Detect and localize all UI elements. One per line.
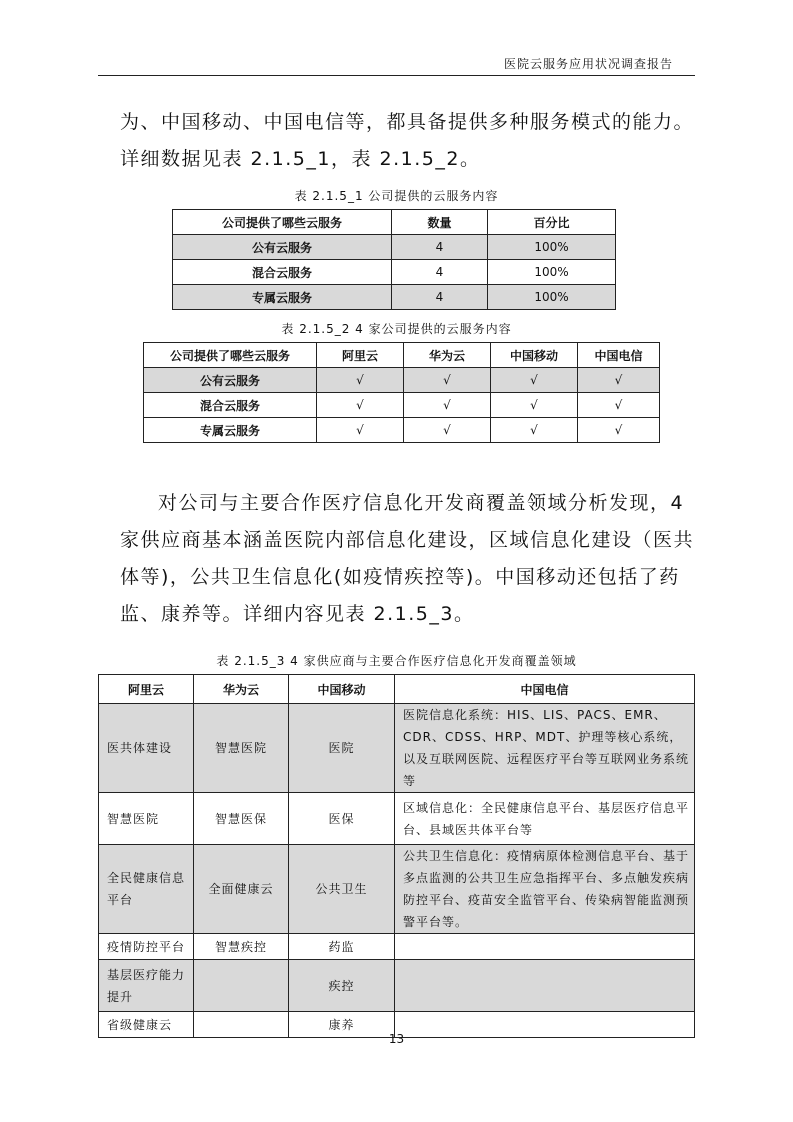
col-header: 公司提供了哪些云服务: [144, 343, 317, 368]
table1-caption: 表 2.1.5_1 公司提供的云服务内容: [294, 189, 499, 203]
check-cell: √: [491, 368, 578, 393]
col-header: 阿里云: [317, 343, 404, 368]
table-cell: 医共体建设: [99, 704, 194, 793]
check-cell: √: [317, 393, 404, 418]
table-header-row: [99, 675, 695, 704]
table-cell: 基层医疗能力提升: [99, 960, 194, 1012]
col-header: 中国电信: [578, 343, 660, 368]
table-cell: 医院信息化系统：HIS、LIS、PACS、EMR、CDR、CDSS、HRP、MDT、护理等核心系统，以及互联网医院、远程医疗平台等互联网业务系统等: [395, 704, 695, 793]
table-cell: 省级健康云: [99, 1012, 194, 1038]
check-cell: √: [317, 418, 404, 443]
table-row: [99, 704, 695, 793]
table-cell: 4: [392, 260, 488, 285]
table-cell: 专属云服务: [144, 418, 317, 443]
paragraph-intro: 为、中国移动、中国电信等，都具备提供多种服务模式的能力。详细数据见表 2.1.5_1，表 2.1.5_2。: [120, 111, 695, 170]
table-cell: 4: [392, 235, 488, 260]
table-cell: [395, 934, 695, 960]
table-vendor-services: [143, 342, 660, 443]
header-rule: [98, 75, 695, 76]
check-cell: √: [491, 393, 578, 418]
table-cell: 智慧医保: [194, 793, 289, 845]
table-row: [99, 934, 695, 960]
table-cell: [395, 960, 695, 1012]
table-header-row: [173, 210, 616, 235]
table-cell: 智慧医院: [99, 793, 194, 845]
table-row: [144, 393, 660, 418]
col-header: 阿里云: [99, 675, 194, 704]
table-cell: 公共卫生: [289, 845, 395, 934]
table-cell: 全面健康云: [194, 845, 289, 934]
paragraph-analysis: 对公司与主要合作医疗信息化开发商覆盖领域分析发现，4家供应商基本涵盖医院内部信息化建设，区域信息化建设（医共体等)，公共卫生信息化(如疫情疾控等)。中国移动还包括了药监、康养等。详细内容见表 2.1.5_3。: [120, 492, 695, 625]
table-cell: [194, 960, 289, 1012]
running-header: 医院云服务应用状况调查报告: [503, 57, 673, 71]
table-cell: 公共卫生信息化：疫情病原体检测信息平台、基于多点监测的公共卫生应急指挥平台、多点触发疾病防控平台、疫苗安全监管平台、传染病智能监测预警平台等。: [395, 845, 695, 934]
table-cell: 智慧医院: [194, 704, 289, 793]
table-cell: 疫情防控平台: [99, 934, 194, 960]
table-row: [144, 418, 660, 443]
table-cell: 混合云服务: [144, 393, 317, 418]
check-cell: √: [491, 418, 578, 443]
page-number: 13: [388, 1032, 405, 1046]
table3-caption: 表 2.1.5_3 4 家供应商与主要合作医疗信息化开发商覆盖领域: [216, 654, 577, 668]
table-row: [144, 368, 660, 393]
table-cell: 公有云服务: [144, 368, 317, 393]
table-cell: 全民健康信息平台: [99, 845, 194, 934]
table-cell: 100%: [488, 285, 616, 310]
table-cell: 康养: [289, 1012, 395, 1038]
table-cell: 混合云服务: [173, 260, 392, 285]
table-cell: 4: [392, 285, 488, 310]
table-cell: 医院: [289, 704, 395, 793]
check-cell: √: [404, 368, 491, 393]
table-cell: 疾控: [289, 960, 395, 1012]
table-row: [99, 960, 695, 1012]
table-row: [173, 260, 616, 285]
check-cell: √: [404, 393, 491, 418]
table2-caption: 表 2.1.5_2 4 家公司提供的云服务内容: [281, 322, 512, 336]
col-header: 中国移动: [289, 675, 395, 704]
table-cell: 区域信息化：全民健康信息平台、基层医疗信息平台、县域医共体平台等: [395, 793, 695, 845]
table-row: [99, 845, 695, 934]
col-header: 中国移动: [491, 343, 578, 368]
table-cell: 药监: [289, 934, 395, 960]
table-row: [173, 235, 616, 260]
check-cell: √: [317, 368, 404, 393]
check-cell: √: [578, 418, 660, 443]
col-header: 公司提供了哪些云服务: [173, 210, 392, 235]
table-cell: 公有云服务: [173, 235, 392, 260]
col-header: 华为云: [194, 675, 289, 704]
col-header: 中国电信: [395, 675, 695, 704]
table-cell: 100%: [488, 235, 616, 260]
table-cell: 100%: [488, 260, 616, 285]
col-header: 数量: [392, 210, 488, 235]
check-cell: √: [404, 418, 491, 443]
table-cell: 智慧疾控: [194, 934, 289, 960]
table-cell: 医保: [289, 793, 395, 845]
table-cell: 专属云服务: [173, 285, 392, 310]
table-row: [173, 285, 616, 310]
col-header: 华为云: [404, 343, 491, 368]
check-cell: √: [578, 393, 660, 418]
table-row: [99, 793, 695, 845]
table-cloud-services-count: [172, 209, 616, 310]
col-header: 百分比: [488, 210, 616, 235]
table-coverage-areas: [98, 674, 695, 1038]
check-cell: √: [578, 368, 660, 393]
table-header-row: [144, 343, 660, 368]
